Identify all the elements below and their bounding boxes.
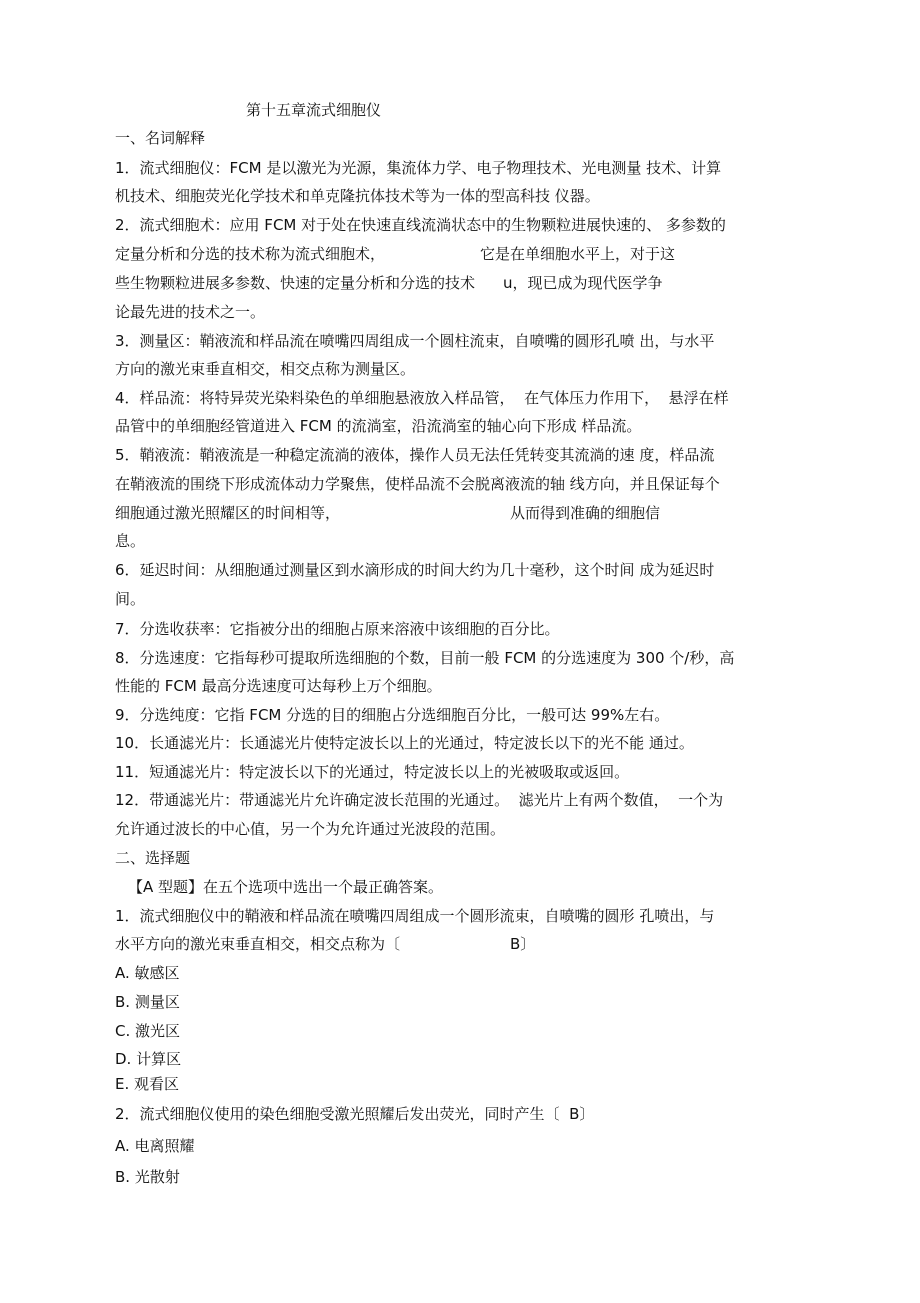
- definition-text: u，现已成为现代医学争: [503, 274, 663, 292]
- definition-line: 12．带通滤光片：带通滤光片允许确定波长范围的光通过。 滤光片上有两个数值， 一个为: [115, 791, 724, 809]
- option-line: B. 测量区: [115, 993, 180, 1011]
- question-line: [115, 934, 535, 954]
- definition-line: 方向的激光束垂直相交，相交点称为测量区。: [115, 360, 416, 378]
- definition-line: 3．测量区：鞘液流和样品流在喷嘴四周组成一个圆柱流束，自喷嘴的圆形孔喷 出，与水平: [115, 332, 715, 350]
- definition-line: 息。: [115, 532, 146, 550]
- definition-line: 机技术、细胞荧光化学技术和单克隆抗体技术等为一体的型高科技 仪器。: [115, 187, 600, 205]
- option-line: D. 计算区: [115, 1050, 182, 1068]
- question-line: 1．流式细胞仪中的鞘液和样品流在喷嘴四周组成一个圆形流束，自喷嘴的圆形 孔喷出，与: [115, 907, 715, 925]
- question-type-label: 【A 型题】在五个选项中选出一个最正确答案。: [128, 878, 444, 896]
- definition-line: 8．分选速度：它指每秒可提取所选细胞的个数，目前一般 FCM 的分选速度为 300 个/秒，高: [115, 649, 735, 667]
- question-text: 水平方向的激光束垂直相交，相交点称为〔: [115, 935, 401, 953]
- section-heading-definitions: 一、名词解释: [115, 129, 206, 147]
- definition-line: 在鞘液流的围绕下形成流体动力学聚焦，使样品流不会脱离液流的轴 线方向，并且保证每个: [115, 475, 720, 493]
- answer-text: B〕: [510, 935, 536, 953]
- definition-line: 7．分选收获率：它指被分出的细胞占原来溶液中该细胞的百分比。: [115, 620, 560, 638]
- question-line: 2．流式细胞仪使用的染色细胞受激光照耀后发出荧光，同时产生〔 B〕: [115, 1105, 595, 1123]
- definition-line: 11．短通滤光片：特定波长以下的光通过，特定波长以上的光被吸取或返回。: [115, 763, 630, 781]
- option-line: A. 电离照耀: [115, 1137, 195, 1155]
- definition-line: 6．延迟时间：从细胞通过测量区到水滴形成的时间大约为几十毫秒，这个时间 成为延迟时: [115, 561, 715, 579]
- option-line: A. 敏感区: [115, 964, 180, 982]
- definition-line: 论最先进的技术之一。: [115, 303, 266, 321]
- section-heading-choice: 二、选择题: [115, 849, 191, 867]
- definition-text: 些生物颗粒进展多参数、快速的定量分析和分选的技术: [115, 274, 476, 292]
- definition-line: 9．分选纯度：它指 FCM 分选的目的细胞占分选细胞百分比，一般可达 99%左右。: [115, 706, 670, 724]
- chapter-title: 第十五章流式细胞仪: [246, 101, 382, 119]
- definition-line: 10．长通滤光片：长通滤光片使特定波长以上的光通过，特定波长以下的光不能 通过。: [115, 734, 694, 752]
- definition-text: 定量分析和分选的技术称为流式细胞术，: [115, 245, 386, 263]
- definition-line: [115, 503, 660, 523]
- option-line: B. 光散射: [115, 1168, 180, 1186]
- definition-line: 品管中的单细胞经管道进入 FCM 的流淌室，沿流淌室的轴心向下形成 样品流。: [115, 417, 642, 435]
- definition-line: [115, 244, 675, 264]
- definition-line: 4．样品流：将特异荧光染料染色的单细胞悬液放入样品管， 在气体压力作用下， 悬浮在样: [115, 389, 729, 407]
- definition-line: 间。: [115, 590, 146, 608]
- definition-text: 从而得到准确的细胞信: [510, 504, 661, 522]
- definition-line: 允许通过波长的中心值，另一个为允许通过光波段的范围。: [115, 820, 506, 838]
- option-line: E. 观看区: [115, 1075, 180, 1093]
- definition-line: 1．流式细胞仪：FCM 是以激光为光源，集流体力学、电子物理技术、光电测量 技术、计算: [115, 159, 722, 177]
- definition-line: 性能的 FCM 最高分选速度可达每秒上万个细胞。: [115, 677, 442, 695]
- definition-text: 细胞通过激光照耀区的时间相等，: [115, 504, 341, 522]
- definition-line: [115, 273, 663, 293]
- definition-text: 它是在单细胞水平上，对于这: [480, 245, 676, 263]
- definition-line: 2．流式细胞术：应用 FCM 对于处在快速直线流淌状态中的生物颗粒进展快速的、 多参数的: [115, 216, 726, 234]
- option-line: C. 激光区: [115, 1022, 181, 1040]
- definition-line: 5．鞘液流：鞘液流是一种稳定流淌的液体，操作人员无法任凭转变其流淌的速 度，样品流: [115, 446, 715, 464]
